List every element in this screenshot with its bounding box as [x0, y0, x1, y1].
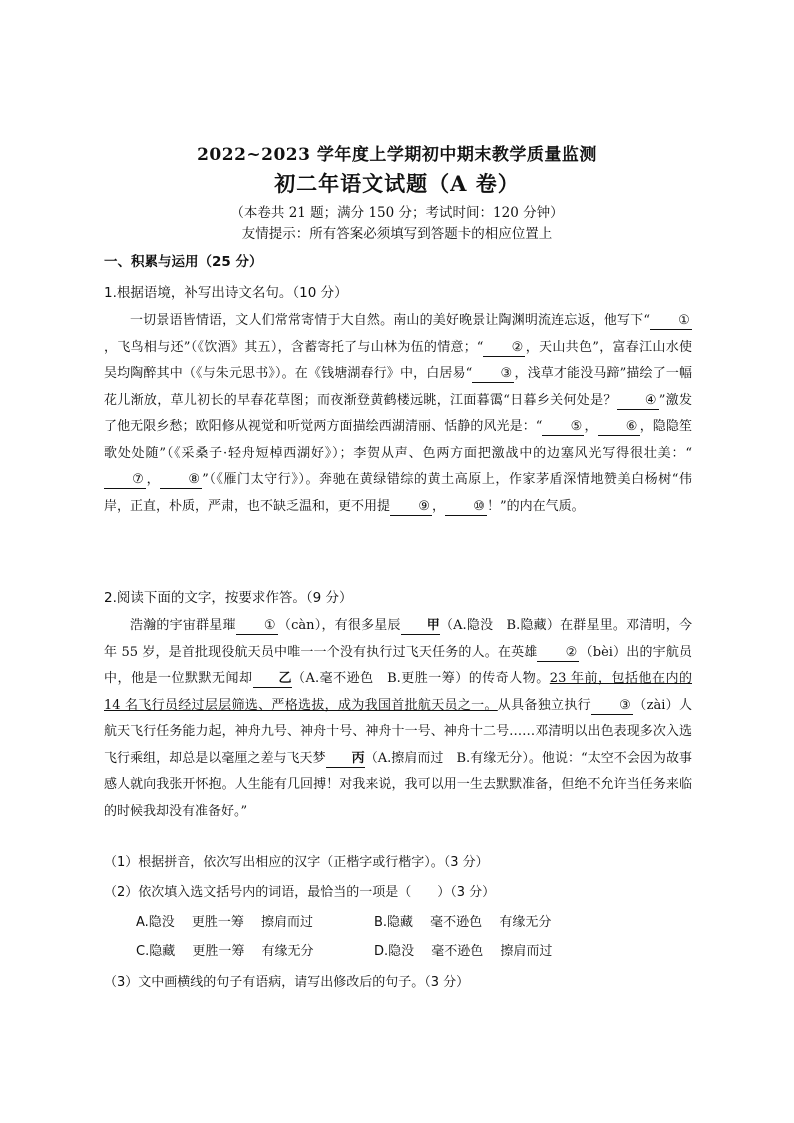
- passage-text: ，飞鸟相与还”（《饮酒》其五），含蓄寄托了与山林为伍的情意；“: [104, 339, 484, 355]
- blank-10: ⑩: [445, 499, 487, 516]
- exam-title: 2022~2023 学年度上学期初中期末教学质量监测: [197, 145, 597, 165]
- option-c: C.隐藏 更胜一筹 有缘无分: [136, 944, 314, 959]
- passage-text: ，: [432, 498, 446, 514]
- section-heading: 一、积累与运用（25 分）: [104, 254, 263, 270]
- passage-text: ，: [584, 419, 598, 434]
- exam-info: （本卷共 21 题；满分 150 分；考试时间：120 分钟）: [230, 205, 564, 221]
- passage-text: （A.毫不逊色 B.更胜一筹）的传奇人物。: [291, 671, 550, 686]
- blank-5: ⑤: [542, 419, 584, 436]
- blank-3: ③: [472, 366, 514, 383]
- passage-text: （càn），有很多星辰: [277, 618, 401, 633]
- underlined-sentence: 23 年前，包括他在内的 14 名飞行员经过层层筛选、严格选拔，成为我国首批航天员之一。: [104, 671, 692, 713]
- question-2-prompt: 2.阅读下面的文字，按要求作答。（9 分）: [104, 590, 353, 606]
- passage-text: ，: [146, 472, 161, 487]
- blank-6: ⑥: [598, 419, 640, 436]
- blank-1: ①: [650, 313, 692, 330]
- passage-text: ”（《雁门太守行》）。奔驰在黄绿错综的黄土高原上，作家茅盾深情地赞美白杨树“伟岸，正直，朴质，严肃，也不缺乏温和，更不用提: [104, 472, 692, 514]
- blank-9: ⑨: [390, 499, 432, 516]
- option-b: B.隐藏 毫不逊色 有缘无分: [374, 915, 552, 930]
- blank-2: ②: [483, 340, 525, 357]
- question-1-passage: [104, 308, 692, 520]
- passage-text: ”激发了他无限乡愁；欧阳修从视觉和听觉两方面描绘西湖清丽、恬静的风光是：“: [104, 392, 692, 434]
- option-d: D.隐没 毫不逊色 擦肩而过: [374, 944, 553, 959]
- option-a: A.隐没 更胜一筹 擦肩而过: [136, 915, 314, 930]
- passage-text: （A.隐没 B.隐藏）在群星里。邓清明，今年 55 岁，是首批现役航天员中唯一一个没有执行过飞天任务的人。在英雄: [104, 618, 692, 660]
- blank-pinyin-2: ②: [537, 645, 579, 662]
- exam-subtitle: 初二年语文试题（A 卷）: [274, 171, 520, 196]
- passage-text: 浩瀚的宇宙群星璀: [130, 618, 236, 633]
- passage-text: （bèi）出的宇航员中，他是一位默默无闻却: [104, 644, 692, 686]
- passage-text: ，隐隐笙歌处处随”（《采桑子·轻舟短棹西湖好》）；李贺从声、色两方面把激战中的边塞风光写得很壮美：“: [104, 419, 692, 461]
- blank-bing: 丙: [326, 751, 365, 768]
- passage-text: 从具备独立执行: [497, 697, 591, 713]
- blank-jia: 甲: [401, 618, 440, 635]
- blank-7: ⑦: [104, 472, 146, 489]
- sub-question-2: （2）依次填入选文括号内的词语，最恰当的一项是（ ）（3 分）: [104, 885, 496, 900]
- passage-text: 一切景语皆情语，文人们常常寄情于大自然。南山的美好晚景让陶渊明流连忘返，他写下“: [130, 313, 650, 328]
- passage-text: ！”的内在气质。: [487, 498, 585, 514]
- blank-4: ④: [617, 393, 659, 410]
- blank-pinyin-3: ③: [591, 698, 633, 715]
- passage-text: （zài）人航天飞行任务能力起，神舟九号、神舟十号、神舟十一号、神舟十二号……邓清明以出色表现多次入选飞行乘组，却总是以毫厘之差与飞天梦: [104, 697, 692, 766]
- sub-question-1: （1）根据拼音，依次写出相应的汉字（正楷字或行楷字）。（3 分）: [104, 855, 489, 870]
- blank-8: ⑧: [160, 472, 202, 489]
- question-1-prompt: 1.根据语境，补写出诗文名句。（10 分）: [104, 285, 348, 301]
- blank-pinyin-1: ①: [236, 618, 278, 635]
- passage-text: ，天山共色”，富春江山水使吴均陶醉其中（《与朱元思书》）。在《钱塘湖春行》中，白居易“: [104, 339, 692, 381]
- passage-text: （A.擦肩而过 B.有缘无分）。他说：“太空不会因为故事感人就向我张开怀抱。人生能有几回搏！对我来说，我可以用一生去默默准备，但绝不允许当任务来临的时候我却没有准备好。”: [104, 750, 692, 819]
- exam-tip: 友情提示：所有答案必须填写到答题卡的相应位置上: [241, 226, 553, 242]
- blank-yi: 乙: [253, 671, 292, 688]
- question-2-passage: [104, 613, 692, 825]
- passage-text: ，浅草才能没马蹄”描绘了一幅花儿渐放，草儿初长的早春花草图；而夜渐登黄鹤楼远眺，江面暮霭“日暮乡关何处是？: [104, 366, 692, 408]
- sub-question-3: （3）文中画横线的句子有语病，请写出修改后的句子。（3 分）: [104, 975, 470, 990]
